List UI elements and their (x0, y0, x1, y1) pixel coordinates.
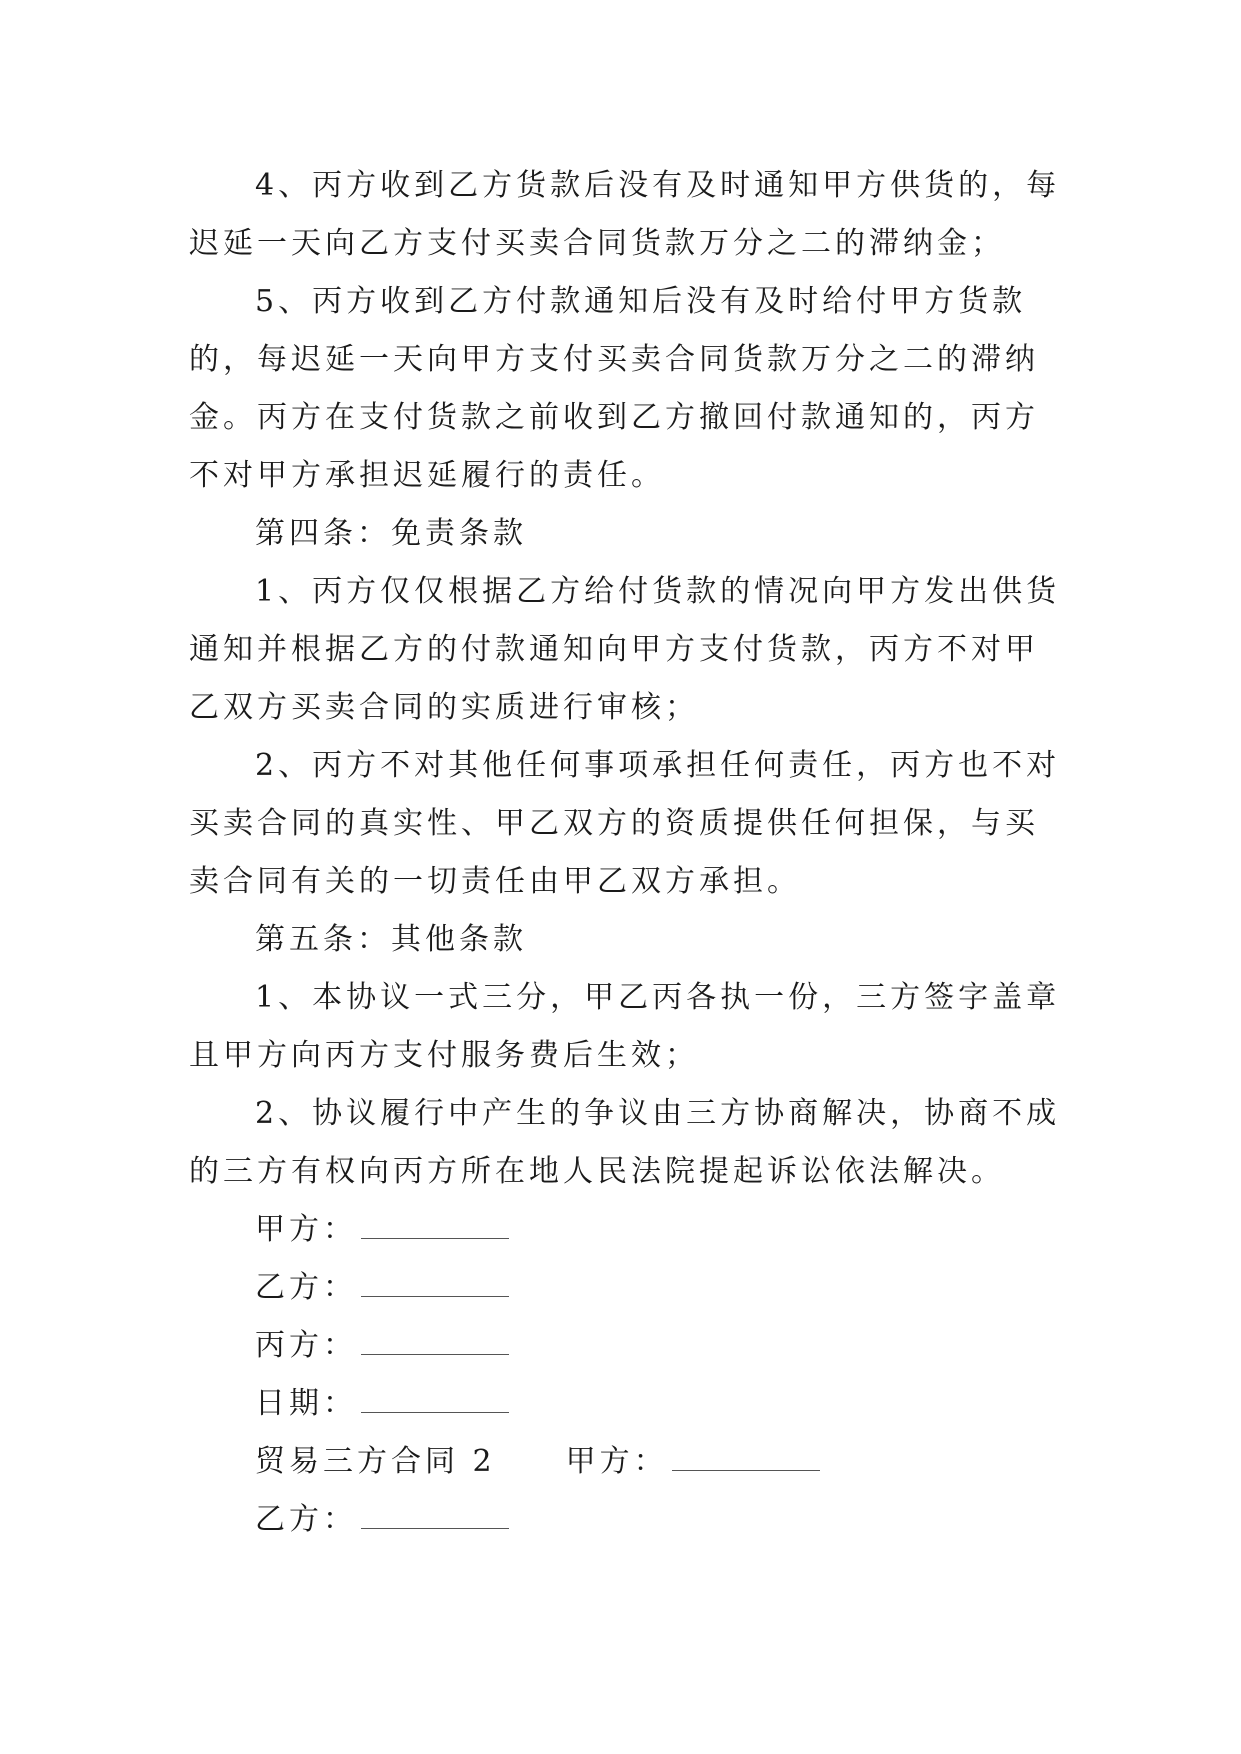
signature-blank (361, 1332, 509, 1355)
clause-paragraph: 4、丙方收到乙方货款后没有及时通知甲方供货的，每迟延一天向乙方支付买卖合同货款万分之二的滞纳金； (189, 168, 1061, 261)
document-body (189, 157, 1069, 1549)
clause-paragraph: 2、丙方不对其他任何事项承担任何责任，丙方也不对买卖合同的真实性、甲乙双方的资质提供任何担保，与买卖合同有关的一切责任由甲乙双方承担。 (189, 748, 1061, 899)
signature-label: 日期： (255, 1386, 357, 1421)
signature-label: 乙方： (255, 1502, 357, 1537)
clause-paragraph: 5、丙方收到乙方付款通知后没有及时给付甲方货款的，每迟延一天向甲方支付买卖合同货款万分之二的滞纳金。丙方在支付货款之前收到乙方撤回付款通知的，丙方不对甲方承担迟延履行的责任。 (189, 284, 1039, 493)
section-heading: 第四条：免责条款 (255, 516, 527, 551)
signature-blank (361, 1274, 509, 1297)
signature-blank (361, 1390, 509, 1413)
signature-label: 丙方： (255, 1328, 357, 1363)
next-contract-title: 贸易三方合同 2 (255, 1444, 496, 1479)
next-contract-line (189, 1433, 1069, 1491)
signature-line-date (189, 1375, 1069, 1433)
clause-paragraph: 1、本协议一式三分，甲乙丙各执一份，三方签字盖章且甲方向丙方支付服务费后生效； (189, 980, 1061, 1073)
clause-paragraph: 1、丙方仅仅根据乙方给付货款的情况向甲方发出供货通知并根据乙方的付款通知向甲方支付货款，丙方不对甲乙双方买卖合同的实质进行审核； (189, 574, 1061, 725)
section-heading: 第五条：其他条款 (255, 922, 527, 957)
clause-paragraph: 2、协议履行中产生的争议由三方协商解决，协商不成的三方有权向丙方所在地人民法院提起诉讼依法解决。 (189, 1096, 1061, 1189)
signature-blank (672, 1448, 820, 1471)
signature-line-next-party-b (189, 1491, 1069, 1549)
signature-line-party-a (189, 1201, 1069, 1259)
signature-label: 甲方： (565, 1444, 668, 1479)
signature-label: 甲方： (255, 1212, 357, 1247)
signature-label: 乙方： (255, 1270, 357, 1305)
signature-line-party-c (189, 1317, 1069, 1375)
signature-blank (361, 1506, 509, 1529)
signature-line-party-b (189, 1259, 1069, 1317)
signature-blank (361, 1216, 509, 1239)
